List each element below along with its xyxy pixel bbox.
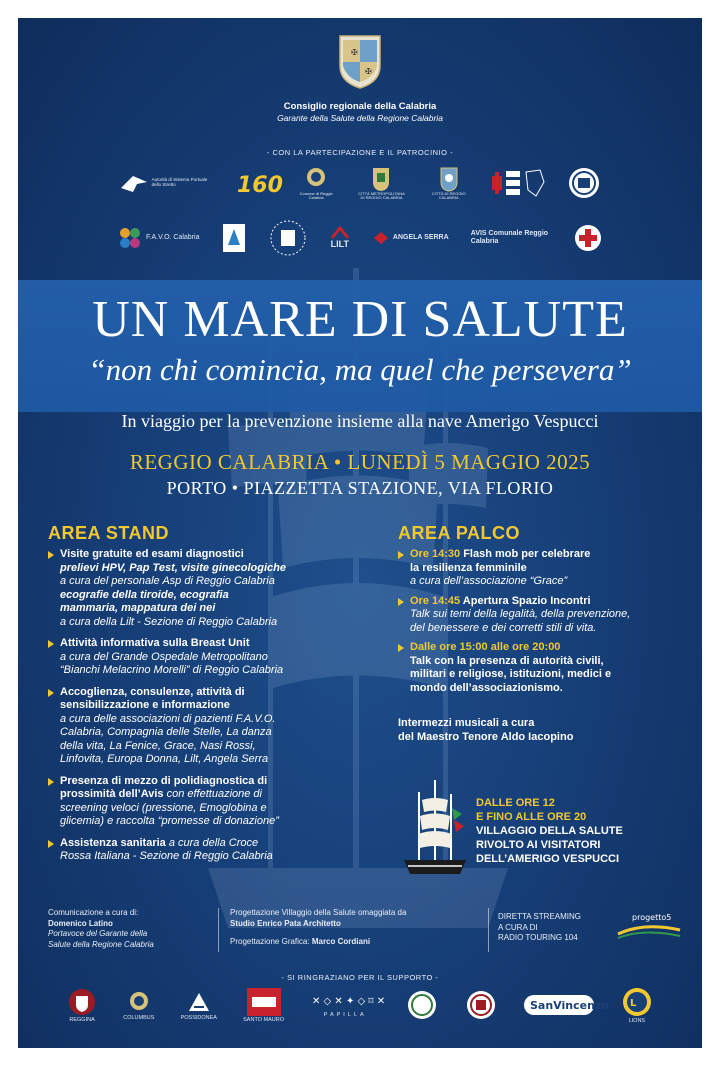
bullet-icon	[48, 640, 54, 648]
blue-square-logo	[222, 223, 246, 253]
santo-mauro-logo: SANTO MAURO	[243, 987, 284, 1023]
progetto5-logo	[614, 908, 684, 944]
partners-row-2	[18, 218, 702, 258]
bullet-icon	[398, 598, 404, 606]
partners-row-1	[18, 166, 702, 201]
angela-serra-logo: ANGELA SERRA	[372, 230, 449, 246]
papilla-logo: ✕ ◇ ✕ ✦ ◇ ⌑ ✕ PAPILLA	[312, 996, 386, 1018]
svg-text:✠: ✠	[351, 48, 358, 57]
svg-text:progetto5: progetto5	[632, 913, 672, 922]
svg-text:SanVincenzo: SanVincenzo	[529, 999, 609, 1012]
event-title: UN MARE DI SALUTE	[92, 291, 628, 348]
music-note: Intermezzi musicali a cura del Maestro Tenore Aldo Iacopino	[398, 717, 574, 743]
anniversary-logo	[235, 166, 283, 200]
divider	[488, 908, 489, 952]
partners-title: - CON LA PARTECIPAZIONE E IL PATROCINIO -	[266, 148, 454, 157]
sanvincenzo-logo	[523, 993, 609, 1017]
round-seal-logo	[567, 166, 601, 200]
area-palco-heading: AREA PALCO	[398, 523, 520, 543]
list-item: Visite gratuite ed esami diagnostici prelievi HPV, Pap Test, visite ginecologiche a cura del personale Asp di Reggio Calabria ecografie della tiroide, ecografia mammaria, mappatura dei nei a cura della Lilt - Sezione di Reggio Calabria	[48, 548, 348, 629]
svg-text:✕ ◇ ✕ ✦ ◇ ⌑ ✕: ✕ ◇ ✕ ✦ ◇ ⌑ ✕	[312, 996, 386, 1007]
area-palco	[398, 523, 688, 744]
header	[18, 32, 702, 123]
sponsors-row	[18, 986, 702, 1024]
divider	[218, 908, 219, 952]
metro-city-logo: CITTÀ METROPOLITANA DI REGGIO CALABRIA	[357, 166, 405, 201]
list-item: Accoglienza, consulenze, attività di sensibilizzazione e informazione a cura delle associazioni di pazienti F.A.V.O. Calabria, Compagnia delle Stelle, La danza della vita, La Fenice, Grace, Nasi Rossi, Linfovita, Europa Donna, Lilt, Angela Serra	[48, 686, 348, 767]
red-cross-bars-logo	[492, 168, 546, 198]
bullet-icon	[48, 840, 54, 848]
credit-streaming: DIRETTA STREAMING A CURA DI RADIO TOURING 104	[498, 912, 581, 942]
eagle-logo: Autorità di Sistema Portuale dello Stretto	[119, 172, 214, 194]
svg-text:160: 160	[236, 173, 283, 199]
village-info: DALLE ORE 12 E FINO ALLE ORE 20 VILLAGGIO DELLA SALUTE RIVOLTO AI VISITATORI DELL’AMERIGO VESPUCCI	[476, 797, 623, 865]
list-item: Presenza di mezzo di polidiagnostica di prossimità dell’Avis con effettuazione di screening veloci (pressione, Emoglobina e glicemia) e raccolta “promesse di donazione”	[48, 775, 348, 829]
calabria-crest-icon	[337, 32, 383, 90]
thanks-title: - SI RINGRAZIANO PER IL SUPPORTO -	[281, 973, 439, 982]
tennis-club-logo	[406, 989, 438, 1021]
bullet-icon	[48, 689, 54, 697]
shield-logo: Comune di Reggio Calabria	[296, 166, 336, 201]
list-item: Ore 14:30 Flash mob per celebrare la resilienza femminile a cura dell’associazione “Grace”	[398, 548, 688, 589]
lilt-logo: LILT	[330, 226, 350, 250]
credit-communication: Comunicazione a cura di: Domenico Latino Portavoce del Garante della Salute della Regione Calabria	[48, 908, 154, 949]
council-name: Consiglio regionale della Calabria	[283, 101, 437, 112]
lions-logo: L LIONS	[621, 986, 653, 1024]
title-band	[18, 280, 702, 412]
list-item: Dalle ore 15:00 alle ore 20:00 Talk con la presenza di autorità civili, militari e religiose, istituzioni, medici e mondo dell’associazionismo.	[398, 641, 688, 695]
bullet-icon	[48, 551, 54, 559]
area-stand	[48, 523, 348, 864]
seal-logo	[465, 989, 497, 1021]
event-motto: “non chi comincia, ma quel che persevera”	[88, 352, 632, 387]
poster	[18, 18, 702, 1048]
area-stand-heading: AREA STAND	[48, 523, 169, 543]
ship-icon	[400, 778, 470, 883]
bullet-icon	[48, 778, 54, 786]
list-item: Attività informativa sulla Breast Unit a cura del Grande Ospedale Metropolitano “Bianchi Melacrino Morelli” di Reggio Calabria	[48, 637, 348, 678]
city-crest-logo: CITTÀ DI REGGIO CALABRIA	[427, 166, 471, 201]
credit-design: Progettazione Villaggio della Salute omaggiata da Studio Enrico Pata Architetto Progettazione Grafica: Marco Cordiani	[230, 908, 407, 946]
garante-name: Garante della Salute della Regione Calabria	[277, 113, 443, 123]
favo-logo: F.A.V.O. Calabria	[117, 225, 199, 251]
reggina-logo: REGGINA	[67, 987, 97, 1023]
circle-badge-logo	[268, 218, 308, 258]
event-location: PORTO • PIAZZETTA STAZIONE, VIA FLORIO	[166, 478, 554, 498]
red-cross-logo	[573, 223, 603, 253]
bullet-icon	[398, 551, 404, 559]
avis-logo: AVIS Comunale Reggio Calabria	[470, 230, 549, 245]
list-item: Assistenza sanitaria a cura della Croce Rossa Italiana - Sezione di Reggio Calabria	[48, 837, 348, 864]
event-tagline: In viaggio per la prevenzione insieme alla nave Amerigo Vespucci	[121, 411, 599, 431]
event-date: REGGIO CALABRIA • LUNEDÌ 5 MAGGIO 2025	[129, 450, 591, 474]
columbus-logo: COLUMBUS	[123, 989, 154, 1021]
possidonea-logo: POSSIDONEA	[181, 989, 217, 1021]
list-item: Ore 14:45 Apertura Spazio Incontri Talk sui temi della legalità, della prevenzione, del benessere e dei corretti stili di vita.	[398, 595, 688, 636]
svg-text:✠: ✠	[365, 67, 372, 76]
bullet-icon	[398, 644, 404, 652]
svg-text:L: L	[629, 998, 637, 1009]
